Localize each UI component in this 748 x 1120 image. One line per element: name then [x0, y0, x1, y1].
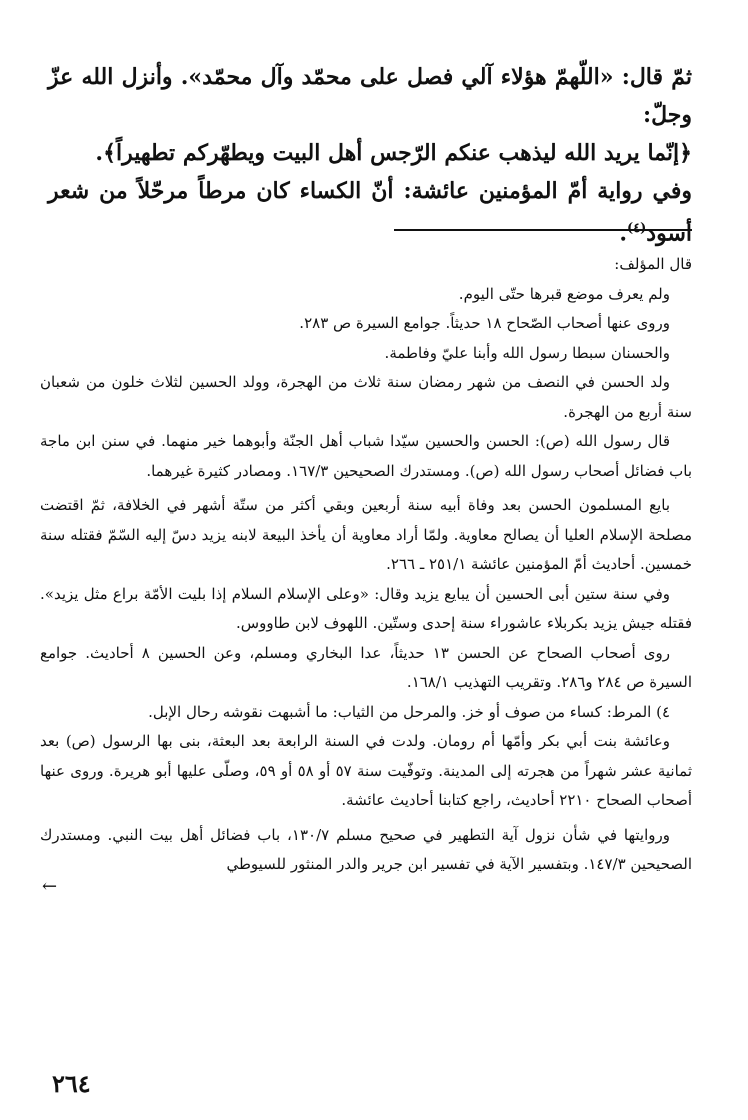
footnote-line: ولم يعرف موضع قبرها حتّى اليوم. [458, 284, 670, 303]
main-paragraph-3-text: وفي رواية أمّ المؤمنين عائشة: أنّ الكساء كان مرطاً مرحّلاً من شعر أسود [48, 178, 692, 247]
footnote-paragraph: وعائشة بنت أبي بكر وأمّها أم رومان. ولدت في السنة الرابعة بعد البعثة، بنى بها الرسول (ص) بعد ثمانية عشر شهراً من هجرته إلى المدينة. وتوفّيت سنة ٥٧ أو ٥٨ أو ٥٩، وصلّى عليها أبو هريرة. وروى عنها أصحاب الصحاح ٢٢١٠ أحاديث، راجع كتابنا أحاديث عائشة. [40, 732, 692, 809]
main-paragraph-1: ثمّ قال: «اللّهمّ هؤلاء آلي فصل على محمّد وآل محمّد». وأنزل الله عزّ وجلّ: [48, 64, 692, 128]
footnote-line: وروى عنها أصحاب الصّحاح ١٨ حديثاً. جوامع السيرة ص ٢٨٣. [299, 314, 670, 332]
quran-verse: ﴿إنّما يريد الله ليذهب عنكم الرّجس أهل البيت ويطهّركم تطهيراً﴾. [95, 140, 692, 166]
footnote-paragraph: وروايتها في شأن نزول آية التطهير في صحيح مسلم ١٣٠/٧، باب فضائل أهل بيت النبي. ومستدرك الصحيحين ١٤٧/٣. وبتفسير الآية في تفسير ابن جرير والدر المنثور للسيوطي [40, 825, 692, 873]
main-paragraph-3-end: . [619, 220, 627, 247]
footnote-paragraph: وفي سنة ستين أبى الحسين أن يبايع يزيد وقال: «وعلى الإسلام السلام إذا بليت الأمّة براع مثل يزيد». فقتله جيش يزيد بكربلاء عاشوراء سنة إحدى وستّين. اللهوف لابن طاووس. [40, 584, 692, 632]
footnote-paragraph: روى أصحاب الصحاح عن الحسن ١٣ حديثاً، عدا البخاري ومسلم، وعن الحسين ٨ أحاديث. جوامع السيرة ص ٢٨٤ و٢٨٦. وتقريب التهذيب ١٦٨/١. [40, 643, 692, 691]
continuation-arrow-icon: ← [42, 875, 58, 897]
footnote-line: والحسنان سبطا رسول الله وأبنا عليّ وفاطمة. [384, 343, 670, 362]
footnote-separator [394, 229, 692, 231]
footnote-definition: ٤) المرط: كساء من صوف أو خز. والمرحل من الثياب: ما أشبهت نقوشه رحال الإبل. [148, 702, 670, 721]
main-paragraph-3 [48, 172, 692, 252]
footnote-paragraph: ولد الحسن في النصف من شهر رمضان سنة ثلاث من الهجرة، وولد الحسين لثلاث خلون من شعبان سنة أربع من الهجرة. [40, 373, 692, 421]
footnote-paragraph: قال رسول الله (ص): الحسن والحسين سيّدا شباب أهل الجنّة وأبوهما خير منهما. في سنن ابن ماجة باب فضائل أصحاب رسول الله (ص). ومستدرك الصحيحين ١٦٧/٣. ومصادر كثيرة غيرهما. [40, 432, 692, 480]
main-text [48, 58, 692, 252]
page-number: ٢٦٤ [52, 1069, 91, 1098]
footnotes [40, 250, 693, 897]
footnote-paragraph: بايع المسلمون الحسن بعد وفاة أبيه سنة أربعين وبقي أكثر من ستّة أشهر في الخلافة، ثمّ اقتضت مصلحة الإسلام العليا أن يصالح معاوية. ولمّا أراد معاوية أن يأخذ البيعة لابنه يزيد دسّ إليه السّمّ فقتله سنة خمسين. أحاديث أمّ المؤمنين عائشة ٢٥١/١ ـ ٢٦٦. [40, 496, 693, 573]
footnote-reference: (٤) [626, 221, 647, 236]
footnote-heading: قال المؤلف: [614, 255, 692, 273]
